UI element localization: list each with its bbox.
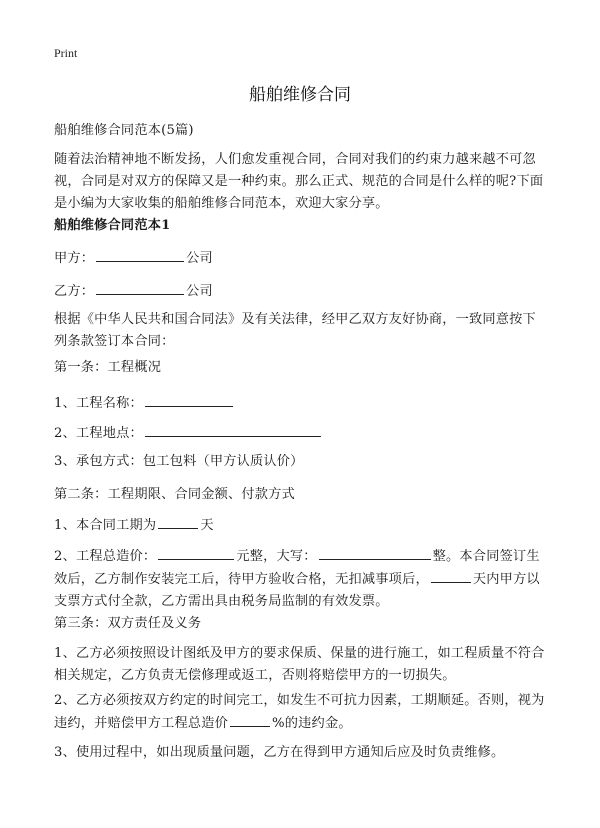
project-name-blank	[145, 392, 233, 407]
duration-blank	[158, 514, 198, 529]
article-3-item-1: 1、乙方必须按照设计图纸及甲方的要求保质、保量的进行施工，如工程质量不符合相关规定，乙方负责无偿修理或返工，否则将赔偿甲方的一切损失。	[54, 646, 545, 683]
section-heading: 船舶维修合同范本1	[54, 218, 171, 233]
party-a-label: 甲方：	[54, 251, 95, 266]
article-1-item-3: 3、承包方式：包工包料（甲方认质认价）	[54, 454, 304, 469]
party-b-blank	[96, 280, 184, 295]
party-a-suffix: 公司	[186, 251, 213, 266]
print-link[interactable]: Print	[54, 46, 78, 60]
party-b-suffix: 公司	[186, 284, 213, 299]
party-a-line	[54, 247, 549, 270]
party-b-line	[54, 280, 549, 303]
article-1-item-1	[54, 392, 549, 415]
capital-amount-blank	[319, 545, 431, 560]
document-subtitle: 船舶维修合同范本(5篇)	[54, 123, 194, 138]
intro-paragraph: 随着法治精神地不断发扬，人们愈发重视合同，合同对我们的约束力越来越不可忽视，合同是对双方的保障又是一种约束。那么正式、规范的合同是什么样的呢?下面是小编为大家收集的船舶维修合同范本，欢迎大家分享。	[54, 152, 544, 211]
article-1-heading: 第一条：工程概况	[54, 360, 162, 375]
article-1-item-2	[54, 422, 549, 445]
deadline-text: 2、乙方必须按双方约定的时间完工，如发生不可抗力因素，工期顺延。否则，视为违约，并赔偿甲方工程总造价	[54, 693, 545, 731]
penalty-suffix: %的违约金。	[272, 716, 352, 731]
total-price-label: 2、工程总造价：	[54, 549, 157, 564]
article-2-item-1	[54, 514, 549, 537]
project-location-label: 2、工程地点：	[54, 426, 143, 441]
duration-label: 1、本合同工期为	[54, 518, 157, 533]
article-3-item-3: 3、使用过程中，如出现质量问题，乙方在得到甲方通知后应及时负责维修。	[54, 745, 505, 760]
duration-suffix: 天	[200, 518, 214, 533]
preamble-paragraph: 根据《中华人民共和国合同法》及有关法律，经甲乙双方友好协商，一致同意按下列条款签订本合同：	[54, 312, 536, 349]
party-b-label: 乙方：	[54, 284, 95, 299]
article-2-item-2	[54, 545, 549, 613]
penalty-percent-blank	[230, 712, 270, 727]
project-name-label: 1、工程名称：	[54, 396, 143, 411]
capital-amount-label: 元整，大写：	[236, 549, 317, 564]
payment-method-text: 天内甲方以支票方式付全款，乙方需出具由税务局监制的有效发票。	[54, 572, 540, 609]
document-title: 船舶维修合同	[249, 85, 351, 105]
payment-terms-text: 整。本合同签订生效后，乙方制作安装完工后，待甲方验收合格，无扣减事项后，	[54, 549, 540, 587]
project-location-blank	[145, 422, 321, 437]
article-3-heading: 第三条：双方责任及义务	[54, 616, 202, 631]
article-2-heading: 第二条：工程期限、合同金额、付款方式	[54, 487, 295, 502]
payment-days-blank	[431, 568, 471, 583]
party-a-blank	[96, 247, 184, 262]
total-price-blank	[158, 545, 234, 560]
article-3-item-2	[54, 690, 549, 735]
